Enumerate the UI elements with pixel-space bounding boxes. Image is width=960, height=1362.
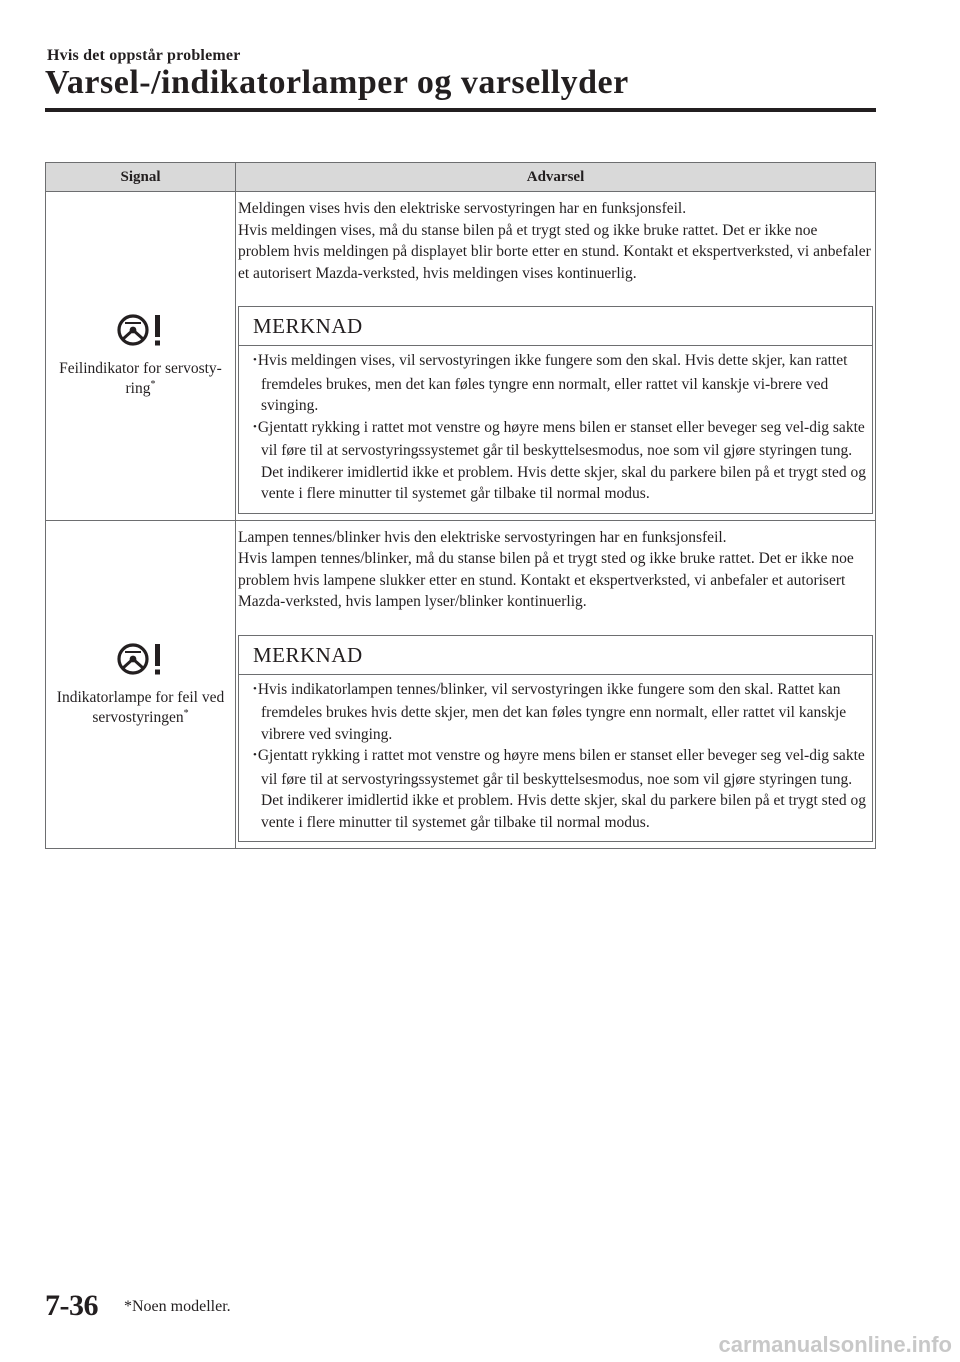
column-header-warning: Advarsel	[236, 163, 876, 192]
footnote: *Noen modeller.	[124, 1298, 231, 1315]
note-item: •Hvis meldingen vises, vil servostyringen ikke fungere som den skal. Hvis dette skjer, kan rattet fremdeles brukes, men det kan føles tyngre enn normalt, eller rattet vil kanskje vi-brere ved svinging.	[253, 352, 848, 414]
signal-cell	[46, 192, 236, 521]
watermark: carmanualsonline.info	[718, 1332, 952, 1357]
title-divider	[45, 108, 876, 112]
power-steering-warning-icon	[115, 641, 167, 677]
warning-text: Lampen tennes/blinker hvis den elektriske servostyringen har en funksjonsfeil.	[238, 528, 727, 546]
note-box	[238, 635, 873, 843]
note-heading: MERKNAD	[239, 636, 872, 675]
note-heading: MERKNAD	[239, 307, 872, 346]
note-box	[238, 306, 873, 514]
table-row	[46, 520, 876, 849]
warning-cell	[236, 192, 876, 521]
signal-label: Indikatorlampe for feil ved servostyringen*	[56, 688, 225, 726]
note-item: •Gjentatt rykking i rattet mot venstre og høyre mens bilen er stanset eller beveger seg vel-dig sakte vil føre til at servostyringssystemet går til beskyttelsesmodus, noe som vil gjøre styringen tung. Det indikerer imidlertid ikke et problem. Hvis dette skjer, skal du parkere bilen på et trygt sted og vente i flere minutter til systemet går tilbake til normal modus.	[253, 418, 866, 502]
warning-text: Meldingen vises hvis den elektriske servostyringen har en funksjonsfeil.	[238, 200, 687, 217]
note-item: •Hvis indikatorlampen tennes/blinker, vil servostyringen ikke fungere som den skal. Rattet kan fremdeles brukes hvis dette skjer, men det kan føles tyngre enn normalt, eller rattet vil kanskje vibrere ved svinging.	[253, 680, 847, 743]
page-title: Varsel-/indikatorlamper og varsellyder	[45, 64, 629, 101]
section-heading: Hvis det oppstår problemer	[47, 47, 241, 64]
signal-label: Feilindikator for servosty- ring*	[59, 360, 222, 398]
warning-text: Hvis lampen tennes/blinker, må du stanse bilen på et trygt sted og ikke bruke rattet. Det er ikke noe problem hvis lampene slukker etter en stund. Kontakt et ekspertverksted, vi anbefaler et autorisert Mazda-verksted, hvis lampen lyser/blinker kontinuerlig.	[238, 550, 854, 610]
warning-text: Hvis meldingen vises, må du stanse bilen på et trygt sted og ikke bruke rattet. Det er ikke noe problem hvis meldingen på displayet blir borte etter en stund. Kontakt et ekspertverksted, vi anbefaler et autorisert Mazda-verksted, hvis meldingen vises kontinuerlig.	[238, 221, 871, 282]
power-steering-warning-icon	[115, 312, 167, 348]
page-number: 7-36	[45, 1289, 98, 1322]
table-header-row	[46, 163, 876, 192]
signal-cell	[46, 520, 236, 849]
warning-cell	[236, 520, 876, 849]
warning-table	[45, 162, 876, 849]
column-header-signal: Signal	[46, 163, 236, 192]
table-row	[46, 192, 876, 521]
note-item: •Gjentatt rykking i rattet mot venstre og høyre mens bilen er stanset eller beveger seg vel-dig sakte vil føre til at servostyringssystemet går til beskyttelsesmodus, noe som vil gjøre styringen tung. Det indikerer imidlertid ikke et problem. Hvis dette skjer, skal du parkere bilen på et trygt sted og vente i flere minutter til systemet går tilbake til normal modus.	[253, 747, 866, 831]
